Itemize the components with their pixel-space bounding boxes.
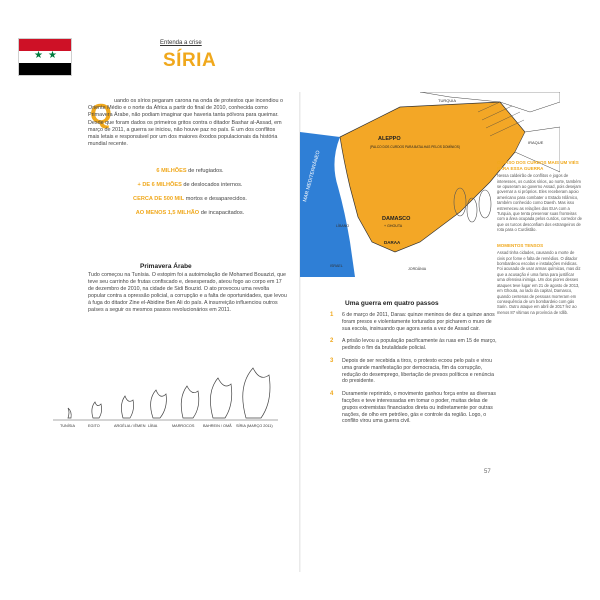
- stats-list: [95, 168, 285, 224]
- damascus-note: + GHOUTA: [384, 224, 403, 228]
- sidebar-text: Assad tinha cidades, causando a morte de civis por fome e falta de remédios. O ditador bombardeou escolas e instalações médicas. Foi acusado de usar armas químicas, mas diz que a acusação é uma farsa para justificar uma ofensiva inimiga. Um dos piores desses ataques teve lugar em 21 de agosto de 2013, em Ghouta, ao lado da capital, Damasco, quando centenas de pessoas morreram em consequência de um bombardeio com gás Sarin. Outro ataque em abril de 2017 fez ao menos 87 vítimas na província de Idlib.: [497, 250, 581, 315]
- star-icon: ★: [34, 50, 43, 61]
- fire-sketches: [68, 368, 270, 418]
- syria-flag: [18, 38, 72, 76]
- stat-item: AO MENOS 1,5 MILHÃO de incapacitados.: [135, 210, 245, 216]
- turkey-label: TURQUIA: [438, 98, 456, 103]
- sidebar-block: [497, 160, 582, 233]
- steps-heading: Uma guerra em quatro passos: [345, 300, 439, 307]
- step-item: 2 A prisão levou a população pacificamente às ruas em 15 de março, pedindo o fim da brutalidade policial.: [330, 338, 497, 352]
- stat-item: + DE 6 MILHÕES de deslocados internos.: [137, 182, 243, 188]
- timeline-label: SÍRIA (MARÇO 2011): [236, 424, 273, 428]
- timeline-labels: [60, 423, 273, 428]
- timeline-label: MARROCOS: [172, 424, 195, 428]
- sidebar-heading: O CASO DOS CURDOS MAIS UM VIÉS PARA ESSA GUERRA: [497, 160, 579, 171]
- stat-item: CERCA DE 500 MIL mortos e desaparecidos.: [133, 196, 247, 202]
- aleppo-note: (PALCO DOS CURDOS PARA BATALHAS PELOS DOMÍNIOS): [370, 145, 460, 149]
- intro-text: uando os sírios pegaram carona na onda de protestos que incendiou o Oriente Médio e o norte da África a partir do final de 2010, conhecida como Primavera Árabe, não podiam imaginar que haveria tanta pólvora para queimar. Desde que foram dados os primeiros gritos contra o ditador Bashar al-Assad, em março de 2011, a guerra se iniciou, não houve paz no país. É um dos conflitos mais letais e responsável por um dos maiores êxodos populacionais da história mundial recente.: [88, 98, 284, 148]
- kicker: Entenda a crise: [160, 40, 202, 46]
- timeline-label: ARGÉLIA / IÊMEN: [114, 424, 146, 428]
- damascus-label: DAMASCO: [382, 216, 411, 222]
- drop-cap: Q: [90, 98, 112, 129]
- sidebar-block: [497, 243, 582, 315]
- step-item: 4 Duramente reprimido, o movimento ganhou força entre as diversas facções e teve interessadas em tomar o poder, muitas delas de grupos extremistas financiados direta ou indiretamente por outras nações, de olho em petróleo, gás e controle da região. Logo, o conflito virou uma guerra civil.: [330, 391, 496, 425]
- page-number: 57: [484, 469, 491, 475]
- section-heading: Primavera Árabe: [140, 263, 192, 270]
- timeline-label: EGITO: [88, 424, 100, 428]
- step-item: 1 6 de março de 2011, Daraa: quinze meninos de dez a quinze anos foram presos e violentamente torturados por picharem o muro de sua escola, insinuando que agora seria a vez de Assad cair.: [330, 312, 495, 332]
- timeline-label: BAHREIN / OMÃ: [203, 424, 232, 428]
- sidebar-text: Nessa caldeirão de conflitos e jogos de interesses, os curdos sírios, ao norte, também se opuseram ao governo Assad, pois desejam governar a si próprios. Eles receberam apoio americano para combater o Estado Islâmico, também conhecido como Daesh. Mas isso estremeceu as relações dos EUA com a Turquia, que tenta preservar suas fronteiras com a área ocupada pelos curdos, corredor de que os turcos desconfiam dos estrangeiros de rota para o Curdistão.: [497, 173, 582, 233]
- daraa-label: DARAA: [384, 240, 401, 245]
- steps-list: [330, 312, 498, 431]
- lebanon-label: LÍBANO: [336, 224, 350, 228]
- step-item: 3 Depois de ser recebida a tiros, o protesto ecoou pelo país e virou uma grande manifestação por democracia, fim da corrupção, redução do desemprego, libertação de presos políticos e renúncia do presidente.: [330, 357, 494, 385]
- intro-paragraph: [88, 98, 288, 148]
- page-title: SÍRIA: [163, 50, 217, 71]
- sidebar-heading: MOMENTOS TENSOS: [497, 242, 544, 248]
- sea-label: MAR MEDITERRÂNEO: [302, 149, 322, 203]
- star-icon: ★: [48, 50, 57, 61]
- sidebar-column: [497, 160, 582, 325]
- arab-spring-timeline-illustration: [48, 330, 288, 440]
- israel-label: ISRAEL: [330, 264, 343, 268]
- aleppo-label: ALEPPO: [378, 136, 401, 142]
- timeline-label: TUNÍSIA: [60, 424, 75, 428]
- section-body: Tudo começou na Tunísia. O estopim foi a autoimolação de Mohamed Bouazizi, que teve seu carrinho de frutas confiscado e, desesperado, ateou fogo ao corpo em 17 de dezembro de 2010, na cidade de Sidi Bouzid. O ato provocou uma revolta popular contra a opressão policial, a corrupção e a falta de oportunidades, que levou à fuga do ditador Zine el-Abidine Ben Ali do país. A insurreição influenciou outros países a seguir os mesmos passos revolucionários em 2011.: [88, 272, 287, 313]
- iraq-label: IRAQUE: [528, 140, 544, 145]
- jordan-label: JORDÂNIA: [408, 267, 427, 271]
- timeline-label: LÍBIA: [148, 424, 158, 428]
- stat-item: 6 MILHÕES de refugiados.: [156, 168, 224, 174]
